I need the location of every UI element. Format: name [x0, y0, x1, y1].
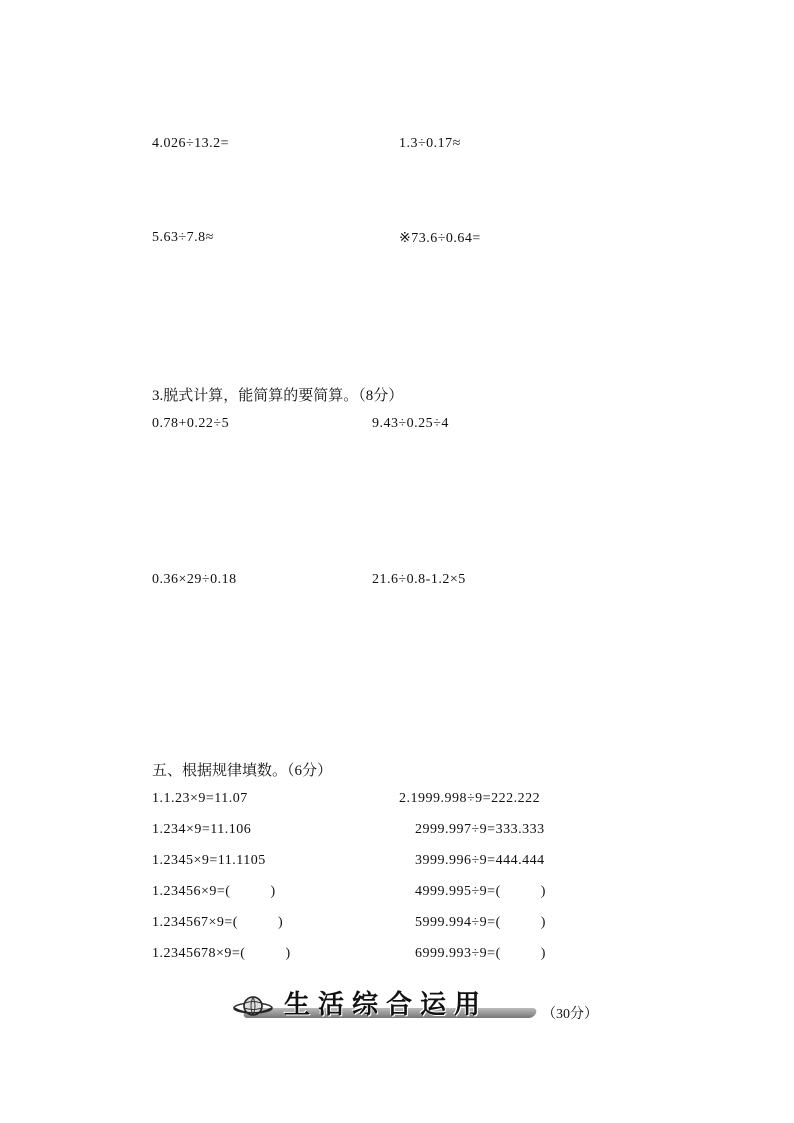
calc-item-1: 4.026÷13.2=	[152, 136, 230, 151]
section-heading-step-calculation: 3.脱式计算，能简算的要简算。（8分）	[152, 388, 404, 404]
calc-item-4: ※73.6÷0.64=	[399, 231, 481, 246]
pattern-right-row: 6999.993÷9=( )	[415, 946, 546, 961]
section-heading-pattern: 五、根据规律填数。（6分）	[152, 763, 333, 779]
pattern-right-row: 3999.996÷9=444.444	[415, 853, 545, 868]
banner-title: 生活综合运用	[284, 990, 489, 1020]
pattern-left-row: 1.23456×9=( )	[152, 884, 276, 899]
pattern-left-row: 1.2345×9=11.1105	[152, 853, 266, 868]
calc-item-3: 5.63÷7.8≈	[152, 230, 214, 245]
section-banner	[232, 984, 542, 1028]
step-calc-item-2: 9.43÷0.25÷4	[372, 416, 449, 431]
step-calc-item-3: 0.36×29÷0.18	[152, 572, 237, 587]
globe-icon	[232, 992, 274, 1022]
step-calc-item-1: 0.78+0.22÷5	[152, 416, 230, 431]
score-label: （30分）	[542, 1007, 598, 1022]
pattern-right-row: 2999.997÷9=333.333	[415, 822, 545, 837]
pattern-right-row: 4999.995÷9=( )	[415, 884, 546, 899]
pattern-left-row: 1.234×9=11.106	[152, 822, 252, 837]
pattern-left-row: 1.1.23×9=11.07	[152, 791, 248, 806]
pattern-right-row: 2.1999.998÷9=222.222	[399, 791, 541, 806]
pattern-right-row: 5999.994÷9=( )	[415, 915, 546, 930]
pattern-left-row: 1.234567×9=( )	[152, 915, 284, 930]
pattern-left-row: 1.2345678×9=( )	[152, 946, 291, 961]
calc-item-2: 1.3÷0.17≈	[399, 136, 461, 151]
step-calc-item-4: 21.6÷0.8-1.2×5	[372, 572, 466, 587]
